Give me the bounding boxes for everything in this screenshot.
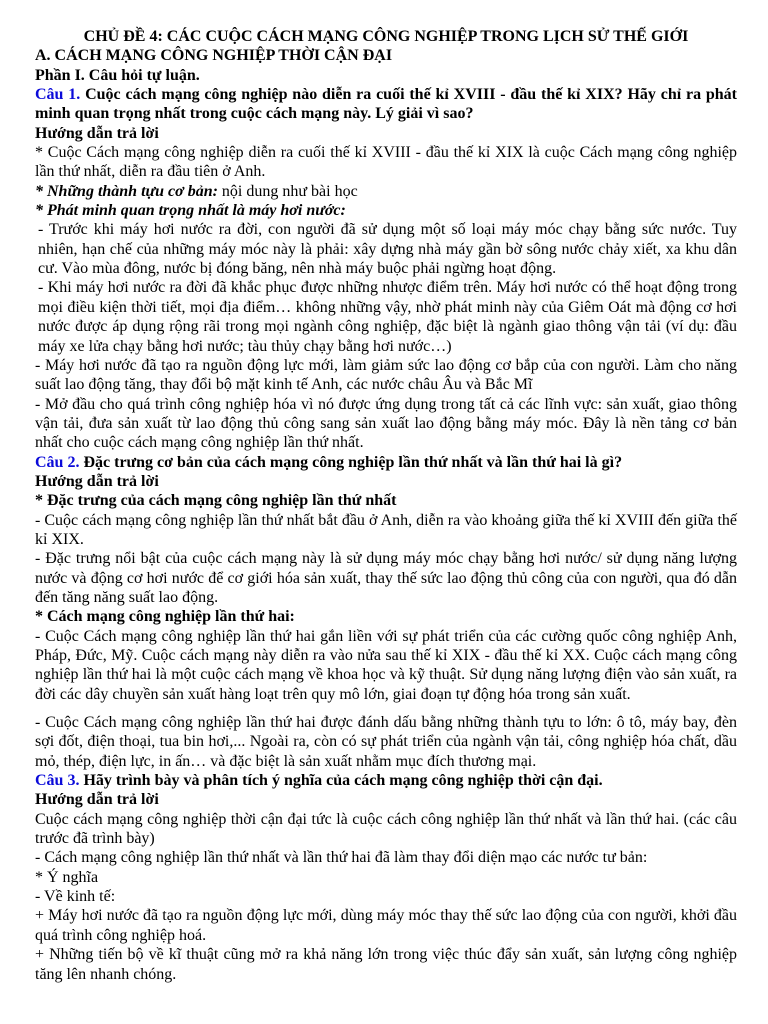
question-3-label: Câu 3.: [35, 772, 80, 790]
question-1-point: - Khi máy hơi nước ra đời đã khắc phục được những nhược điểm trên. Máy hơi nước có thể hoạt động trong mọi điều kiện thời tiết, mọi địa điểm… không những vậy, nhờ phát minh này của Giêm Oát mà động cơ hơi nước được áp dụng rộng rãi trong mọi ngành công nghiệp, đặc biệt là ngành giao thông vận tải (ví dụ: đầu máy xe lửa chạy bằng hơi nước; tàu thủy chạy bằng hơi nước…): [38, 279, 737, 355]
question-2-first-heading: * Đặc trưng của cách mạng công nghiệp lần thứ nhất: [35, 492, 397, 510]
question-1: [35, 85, 737, 124]
question-3-line: * Ý nghĩa: [35, 868, 99, 886]
document-page: [35, 27, 737, 984]
question-3-line: - Về kinh tế:: [35, 888, 116, 906]
section-heading: A. CÁCH MẠNG CÔNG NGHIỆP THỜI CẬN ĐẠI: [35, 47, 393, 65]
question-1-label: Câu 1.: [35, 86, 81, 104]
achievements-text: nội dung như bài học: [217, 182, 358, 200]
question-1-achievements: [35, 182, 737, 201]
part-heading: Phần I. Câu hỏi tự luận.: [35, 66, 200, 84]
question-2-point: - Cuộc Cách mạng công nghiệp lần thứ hai gắn liền với sự phát triển của các cường quốc công nghiệp Anh, Pháp, Đức, Mỹ. Cuộc cách mạng này diễn ra vào nửa sau thế kỉ XIX - đầu thế kỉ XX. Cuộc cách mạng công nghiệp lần thứ hai là một cuộc cách mạng về khoa học và kỹ thuật. Sử dụng năng lượng điện vào sản xuất, ra đời các dây chuyền sản xuất hàng loạt trên quy mô lớn, giai đoạn tự động hóa trong sản xuất.: [35, 627, 737, 703]
question-1-point: - Trước khi máy hơi nước ra đời, con người đã sử dụng một số loại máy móc chạy bằng sức nước. Tuy nhiên, hạn chế của những máy móc này là phải: xây dựng nhà máy gần bờ sông nước chảy xiết, xa khu dân cư. Vào mùa đông, nước bị đóng băng, nên nhà máy buộc phải ngừng hoạt động.: [38, 221, 737, 278]
question-3-line: - Cách mạng công nghiệp lần thứ nhất và lần thứ hai đã làm thay đổi diện mạo các nước tư bản:: [35, 849, 648, 867]
question-3-text: Hãy trình bày và phân tích ý nghĩa của cách mạng công nghiệp thời cận đại.: [79, 772, 603, 790]
question-2-point: - Cuộc Cách mạng công nghiệp lần thứ hai được đánh dấu bằng những thành tựu to lớn: ô tô, máy bay, đèn sợi đốt, điện thoại, tua bin hơi,... Ngoài ra, còn có sự phát triển của ngành vận tải, công nghiệp hóa chất, dầu mỏ, thép, điện lực, in ấn… và đặc biệt là sản xuất nhằm mục đích thương mại.: [35, 714, 737, 770]
question-3-line: + Máy hơi nước đã tạo ra nguồn động lực mới, dùng máy móc thay thế sức lao động của con người, khởi đầu quá trình công nghiệp hoá.: [35, 907, 737, 944]
question-2: [35, 453, 737, 472]
question-1-point: - Máy hơi nước đã tạo ra nguồn động lực mới, làm giảm sức lao động cơ bắp của con người. Làm cho năng suất lao động tăng, thay đổi bộ mặt kinh tế Anh, các nước châu Âu và Bắc Mĩ: [35, 356, 737, 394]
question-1-point: - Mở đầu cho quá trình công nghiệp hóa vì nó được ứng dụng trong tất cả các lĩnh vực: sản xuất, giao thông vận tải, đưa sản xuất từ lao động thủ công sang sản xuất lao động bằng máy móc. Đây là nền tảng cơ bản nhất cho cuộc cách mạng công nghiệp lần thứ nhất.: [35, 395, 737, 452]
question-1-guide-heading: Hướng dẫn trả lời: [35, 124, 159, 142]
question-2-label: Câu 2.: [35, 453, 80, 471]
question-2-point: - Cuộc cách mạng công nghiệp lần thứ nhất bắt đầu ở Anh, diễn ra vào khoảng giữa thế kỉ XVIII đến giữa thế kỉ XIX.: [35, 511, 737, 548]
question-1-invention-heading: * Phát minh quan trọng nhất là máy hơi nước:: [35, 202, 346, 220]
question-2-text: Đặc trưng cơ bản của cách mạng công nghiệp lần thứ nhất và lần thứ hai là gì?: [79, 453, 623, 471]
question-3: [35, 771, 737, 790]
question-2-guide-heading: Hướng dẫn trả lời: [35, 472, 159, 490]
question-3-line: + Những tiến bộ về kĩ thuật cũng mở ra khả năng lớn trong việc thúc đẩy sản xuất, sản lượng công nghiệp tăng lên nhanh chóng.: [35, 946, 737, 983]
question-1-text: Cuộc cách mạng công nghiệp nào diễn ra cuối thế kỉ XVIII - đầu thế kỉ XIX? Hãy chỉ ra phát minh quan trọng nhất trong cuộc cách mạng này. Lý giải vì sao?: [35, 86, 738, 123]
question-3-guide-heading: Hướng dẫn trả lời: [35, 791, 159, 809]
question-1-intro: * Cuộc Cách mạng công nghiệp diễn ra cuối thế kỉ XVIII - đầu thế kỉ XIX là cuộc Cách mạng công nghiệp lần thứ nhất, diễn ra đầu tiên ở Anh.: [35, 144, 737, 181]
document-title: CHỦ ĐỀ 4: CÁC CUỘC CÁCH MẠNG CÔNG NGHIỆP TRONG LỊCH SỬ THẾ GIỚI: [83, 28, 689, 45]
achievements-label: * Những thành tựu cơ bản:: [35, 182, 218, 200]
question-2-point: - Đặc trưng nổi bật của cuộc cách mạng này là sử dụng máy móc chạy bằng hơi nước/ sử dụng năng lượng nước và động cơ hơi nước để cơ giới hóa sản xuất, thay thế sức lao động thủ công của con người, qua đó dẫn đến tăng năng suất lao động.: [35, 550, 737, 606]
question-2-second-heading: * Cách mạng công nghiệp lần thứ hai:: [35, 608, 295, 626]
question-3-line: Cuộc cách mạng công nghiệp thời cận đại tức là cuộc cách công nghiệp lần thứ nhất và lần thứ hai. (các câu trước đã trình bày): [35, 810, 737, 848]
